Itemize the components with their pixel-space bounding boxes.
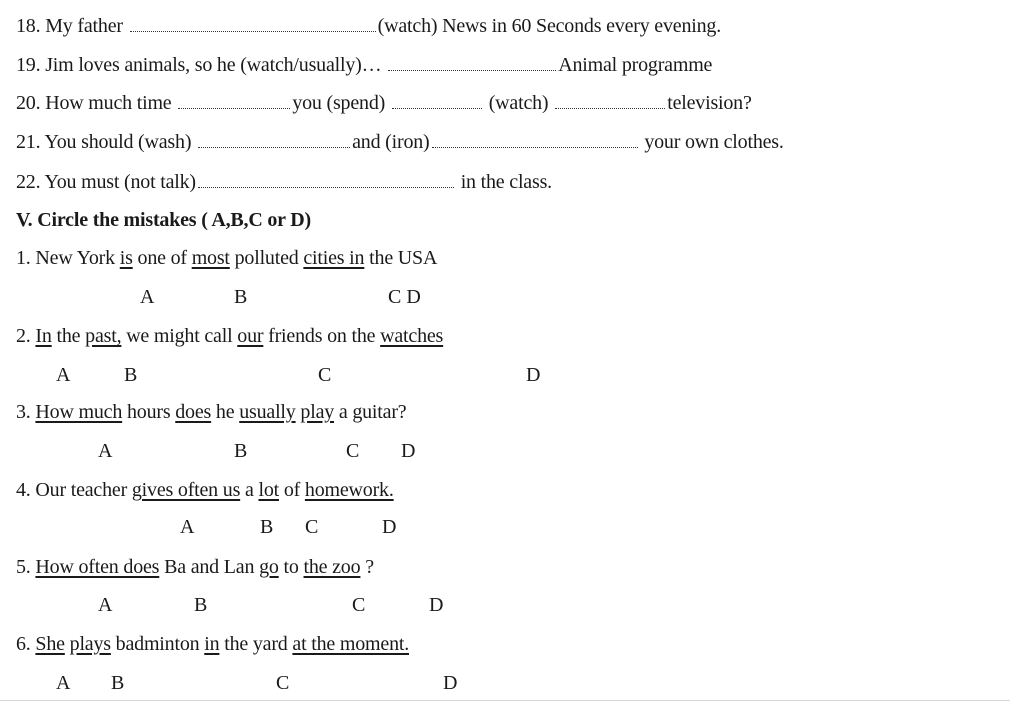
option-c-underlined[interactable]: lot (258, 479, 279, 501)
label-b[interactable]: B (111, 672, 125, 694)
sentence-part: ? (365, 556, 374, 578)
label-b[interactable]: B (124, 364, 138, 386)
answer-blank[interactable] (432, 131, 638, 148)
label-d[interactable]: D (382, 516, 397, 538)
sentence-part: Ba and Lan (164, 556, 255, 578)
option-a-underlined[interactable]: She (35, 633, 65, 655)
question-number: 6. (16, 633, 31, 655)
label-c[interactable]: C (352, 594, 366, 616)
mistake-question-2 (16, 324, 443, 348)
question-number: 2. (16, 325, 31, 347)
label-d[interactable]: D (429, 594, 444, 616)
option-d-underlined[interactable]: at the moment. (292, 633, 410, 655)
question-number: 22. (16, 171, 41, 193)
question-20 (16, 91, 752, 115)
sentence-part: he (215, 401, 235, 423)
label-cd[interactable]: C D (388, 286, 421, 308)
answer-blank[interactable] (130, 15, 376, 32)
question-text: You should (wash) (44, 131, 192, 153)
option-c-underlined[interactable]: go (259, 556, 279, 578)
option-b-underlined[interactable]: does (175, 401, 212, 423)
label-a[interactable]: A (56, 364, 71, 386)
answer-blank[interactable] (392, 92, 482, 109)
sentence-part: polluted (234, 247, 299, 269)
sentence-part: we might call (126, 325, 233, 347)
label-a[interactable]: A (56, 672, 71, 694)
label-a[interactable]: A (180, 516, 195, 538)
question-number: 19. (16, 54, 41, 76)
sentence-part: the (56, 325, 81, 347)
mistake-question-6 (16, 632, 409, 656)
label-c[interactable]: C (318, 364, 332, 386)
question-19 (16, 53, 712, 77)
question-text: (watch) (488, 92, 549, 114)
question-text: and (iron) (352, 131, 430, 153)
label-a[interactable]: A (140, 286, 155, 308)
question-text: (watch) News in 60 Seconds every evening. (377, 15, 722, 37)
question-text: in the class. (460, 171, 552, 193)
option-b-underlined[interactable]: most (191, 247, 230, 269)
option-b-underlined[interactable]: plays (69, 633, 111, 655)
sentence-part: hours (126, 401, 171, 423)
sentence-part: New York (35, 247, 115, 269)
label-a[interactable]: A (98, 594, 113, 616)
sentence-part: a (244, 479, 254, 501)
option-c-underlined[interactable]: usually (239, 401, 296, 423)
question-text: You must (not talk) (44, 171, 196, 193)
option-a-underlined[interactable]: How much (35, 401, 123, 423)
answer-blank[interactable] (178, 92, 290, 109)
question-number: 3. (16, 401, 31, 423)
question-number: 5. (16, 556, 31, 578)
question-text: television? (667, 92, 752, 114)
option-b-underlined[interactable]: past, (85, 325, 122, 347)
answer-blank[interactable] (555, 92, 665, 109)
question-text: My father (45, 15, 123, 37)
option-a-underlined[interactable]: is (119, 247, 133, 269)
mistake-question-3 (16, 400, 406, 424)
option-d-underlined[interactable]: play (300, 401, 335, 423)
label-c[interactable]: C (305, 516, 319, 538)
question-text: Animal programme (558, 54, 713, 76)
sentence-part: one of (137, 247, 187, 269)
question-18 (16, 14, 721, 38)
question-text: Jim loves animals, so he (45, 54, 236, 76)
question-number: 21. (16, 131, 41, 153)
option-c-underlined[interactable]: our (237, 325, 264, 347)
label-d[interactable]: D (401, 440, 416, 462)
sentence-part: a guitar? (338, 401, 407, 423)
question-number: 4. (16, 479, 31, 501)
sentence-part: Our teacher (35, 479, 128, 501)
question-number: 1. (16, 247, 31, 269)
option-cd-underlined[interactable]: cities in (303, 247, 365, 269)
sentence-part: the USA (369, 247, 438, 269)
label-d[interactable]: D (443, 672, 458, 694)
label-a[interactable]: A (98, 440, 113, 462)
option-ab-underlined[interactable]: gives often us (131, 479, 241, 501)
mistake-question-4 (16, 478, 394, 502)
sentence-part: of (283, 479, 301, 501)
sentence-part: to (283, 556, 299, 578)
question-number: 18. (16, 15, 41, 37)
question-21 (16, 130, 784, 154)
question-text: How much time (45, 92, 172, 114)
sentence-part: the yard (224, 633, 288, 655)
mistake-question-5 (16, 555, 374, 579)
mistake-question-1 (16, 246, 437, 270)
label-b[interactable]: B (234, 440, 248, 462)
label-b[interactable]: B (260, 516, 274, 538)
label-d[interactable]: D (526, 364, 541, 386)
option-d-underlined[interactable]: homework. (304, 479, 394, 501)
question-number: 20. (16, 92, 41, 114)
question-22 (16, 170, 552, 194)
option-a-underlined[interactable]: In (35, 325, 52, 347)
sentence-part: badminton (115, 633, 200, 655)
label-c[interactable]: C (346, 440, 360, 462)
option-d-underlined[interactable]: the zoo (303, 556, 361, 578)
answer-blank[interactable] (388, 54, 556, 71)
option-d-underlined[interactable]: watches (380, 325, 444, 347)
section-heading: V. Circle the mistakes ( A,B,C or D) (16, 209, 311, 231)
sentence-part: friends on the (268, 325, 376, 347)
question-text: (watch/usually)… (240, 54, 382, 76)
question-text: your own clothes. (644, 131, 784, 153)
option-a-underlined[interactable]: How often does (35, 556, 160, 578)
option-c-underlined[interactable]: in (204, 633, 220, 655)
answer-blank[interactable] (198, 131, 350, 148)
answer-blank[interactable] (198, 171, 454, 188)
question-text: you (spend) (292, 92, 386, 114)
label-b[interactable]: B (234, 286, 248, 308)
label-c[interactable]: C (276, 672, 290, 694)
label-b[interactable]: B (194, 594, 208, 616)
